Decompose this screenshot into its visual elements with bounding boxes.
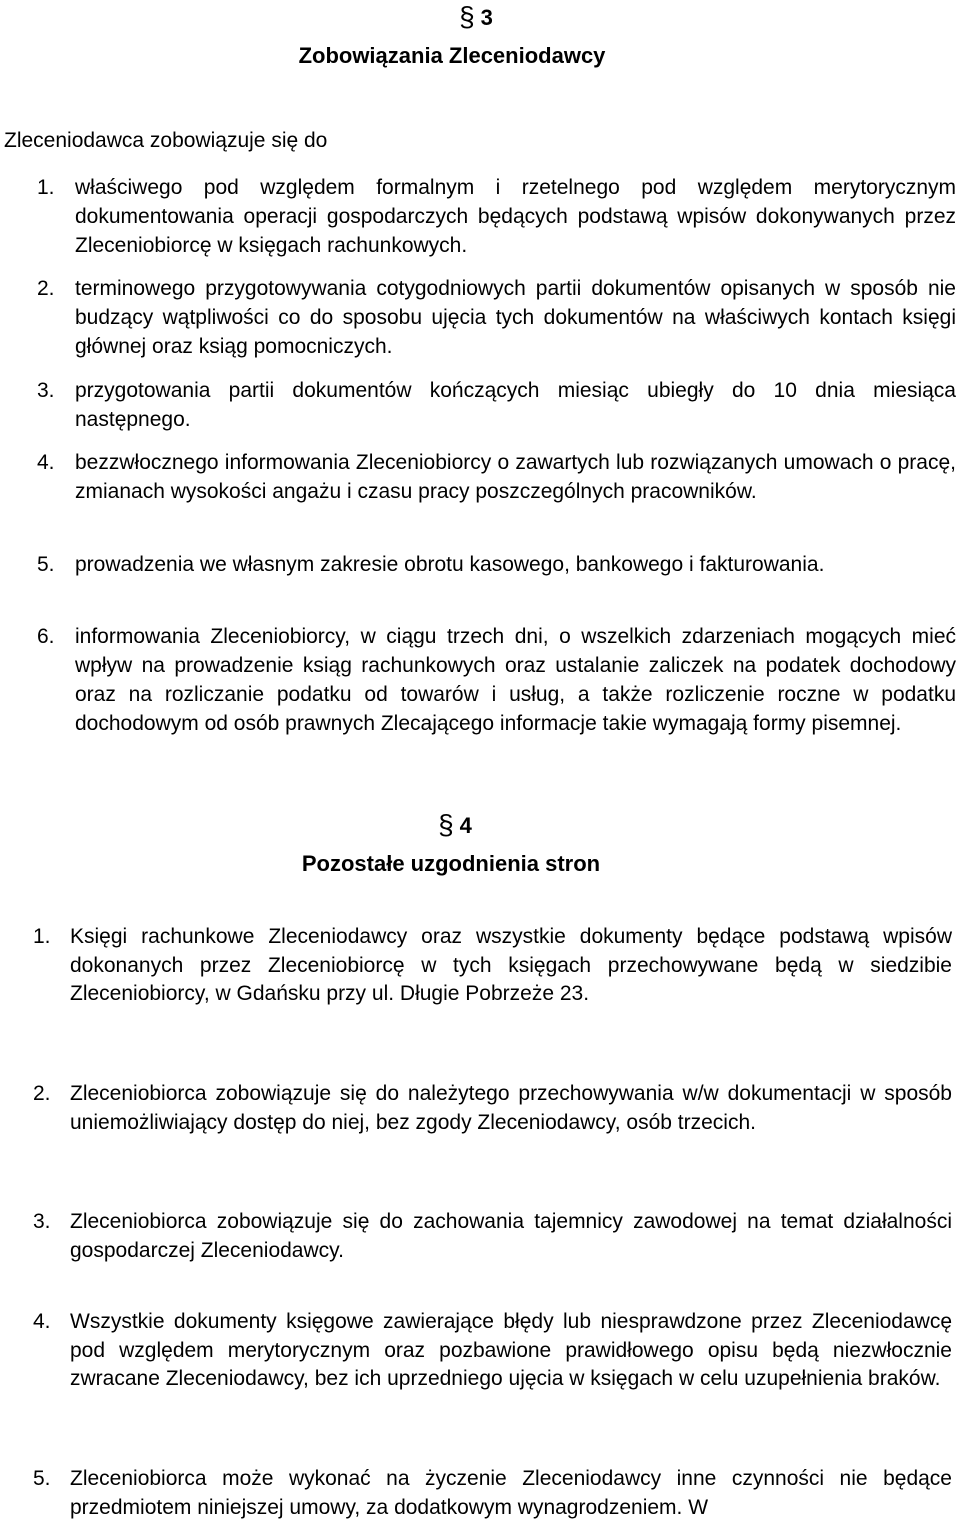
item-number: 3. [33, 1210, 51, 1233]
section-3-intro: Zleceniodawca zobowiązuje się do [4, 129, 328, 152]
item-text: Zleceniobiorca zobowiązuje się do zachowania tajemnicy zawodowej na temat działalności gospodarczej Zleceniodawcy. [70, 1210, 952, 1262]
section-symbol: § [459, 1, 475, 32]
item-text: informowania Zleceniobiorcy, w ciągu trzech dni, o wszelkich zdarzeniach mogących mieć wpływ na prowadzenie ksiąg rachunkowych oraz ustalanie zaliczek na podatek dochodowy oraz na rozliczanie podatku od towarów i usług, a także rozliczenie roczne w podatku dochodowym od osób prawnych Zlecającego informacje takie wymagają formy pisemnej. [75, 625, 956, 735]
item-number: 6. [37, 625, 55, 648]
section-number: 4 [459, 813, 472, 838]
item-text: terminowego przygotowywania cotygodniowych partii dokumentów opisanych w sposób nie budzący wątpliwości co do sposobu ujęcia tych dokumentów na właściwych kontach księgi głównej oraz ksiąg pomocniczych. [75, 277, 956, 358]
item-number: 5. [33, 1467, 51, 1490]
item-number: 2. [37, 277, 55, 300]
item-number: 4. [33, 1310, 51, 1333]
item-text: Wszystkie dokumenty księgowe zawierające błędy lub niesprawdzone przez Zleceniodawcę pod względem merytorycznym oraz pozbawione prawidłowego opisu będą niezwłocznie zwracane Zleceniodawcy, bez ich uprzedniego ujęcia w księgach w celu uzupełnienia braków. [70, 1310, 952, 1390]
section-3-title: Zobowiązania Zleceniodawcy [298, 43, 606, 68]
item-number: 2. [33, 1082, 51, 1105]
item-text: przygotowania partii dokumentów kończących miesiąc ubiegły do 10 dnia miesiąca następnego. [75, 379, 956, 431]
item-number: 1. [37, 176, 55, 199]
section-number: 3 [480, 5, 493, 30]
item-number: 3. [37, 379, 55, 402]
item-text: Zleceniobiorca zobowiązuje się do należytego przechowywania w/w dokumentacji w sposób uniemożliwiający dostęp do niej, bez zgody Zleceniodawcy, osób trzecich. [70, 1082, 952, 1134]
item-text: bezzwłocznego informowania Zleceniobiorcy o zawartych lub rozwiązanych umowach o pracę, zmianach wysokości angażu i czasu pracy poszczególnych pracowników. [75, 451, 956, 503]
item-text: prowadzenia we własnym zakresie obrotu kasowego, bankowego i fakturowania. [75, 553, 825, 576]
section-3-mark [0, 0, 956, 32]
section-4-title: Pozostałe uzgodnienia stron [301, 851, 601, 876]
section-4-mark [0, 808, 935, 840]
item-text: właściwego pod względem formalnym i rzetelnego pod względem merytorycznym dokumentowania operacji gospodarczych będących podstawą wpisów dokonywanych przez Zleceniobiorcę w księgach rachunkowych. [75, 176, 956, 257]
item-number: 1. [33, 925, 51, 948]
item-text: Zleceniobiorca może wykonać na życzenie Zleceniodawcy inne czynności nie będące przedmiotem niniejszej umowy, za dodatkowym wynagrodzeniem. W [70, 1467, 952, 1519]
item-text: Księgi rachunkowe Zleceniodawcy oraz wszystkie dokumenty będące podstawą wpisów dokonanych przez Zleceniobiorcę w tych księgach przechowywane będą w siedzibie Zleceniobiorcy, w Gdańsku przy ul. Długie Pobrzeże 23. [70, 925, 952, 1005]
item-number: 5. [37, 553, 55, 576]
item-number: 4. [37, 451, 55, 474]
section-symbol: § [438, 809, 454, 840]
